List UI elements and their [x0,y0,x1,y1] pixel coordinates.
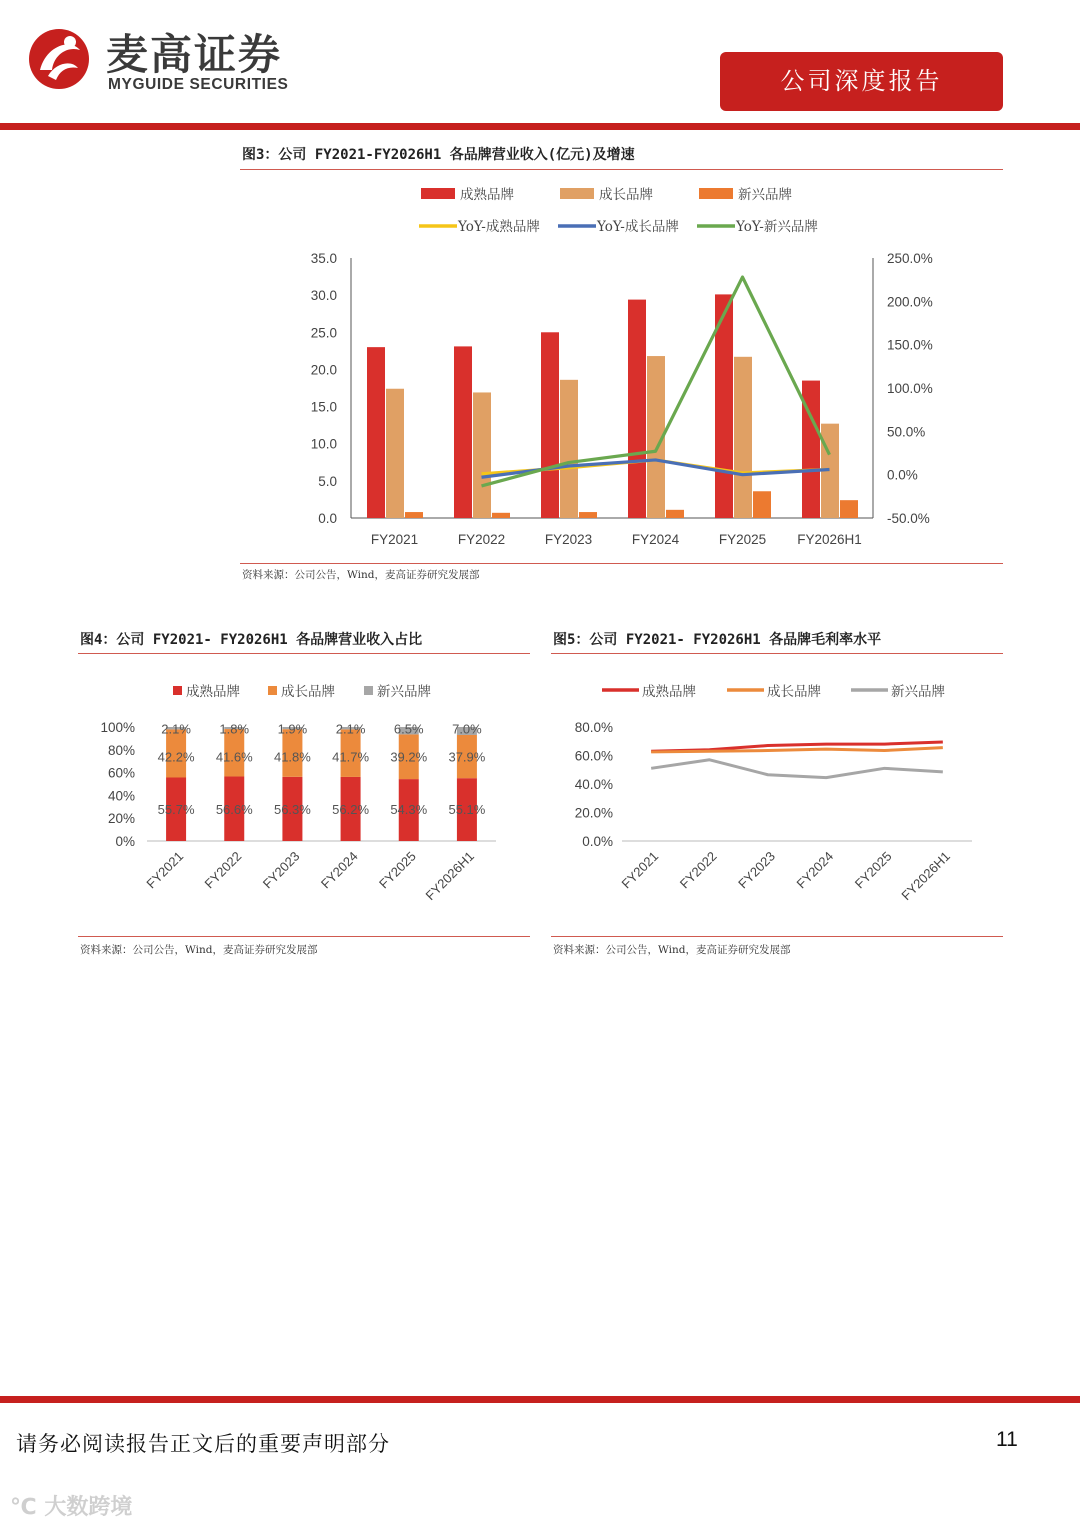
figure5-source: 资料来源：公司公告，Wind，麦高证券研究发展部 [553,944,791,956]
y-tick-label: 80% [107,742,135,758]
page-number: 11 [996,1428,1018,1451]
figure5-bottom-rule [551,936,1003,937]
y-right-tick-label: 250.0% [887,251,933,266]
figure3-title: 图3：公司 FY2021-FY2026H1 各品牌营业收入(亿元)及增速 [242,147,635,163]
y-tick-label: 0% [115,834,135,849]
figure4-title: 图4：公司 FY2021- FY2026H1 各品牌营业收入占比 [80,632,423,648]
footer-disclaimer: 请务必阅读报告正文后的重要声明部分 [16,1432,390,1456]
bar-emerging [405,512,423,518]
data-label: 41.7% [332,749,370,765]
x-tick-label: FY2026H1 [797,532,862,547]
data-label: 1.9% [277,721,308,737]
y-left-tick-label: 0.0 [318,511,337,526]
logo-swirl-icon [26,26,92,92]
bar-growth [560,380,578,518]
margin-line-emerging [651,760,943,778]
y-tick-label: 40% [107,788,135,804]
y-right-tick-label: 0.0% [887,467,918,483]
bar-growth [473,392,491,518]
data-label: 56.3% [273,802,311,818]
x-tick-label: FY2026H1 [422,848,478,904]
x-tick-label: FY2025 [376,848,419,892]
header-divider [0,123,1080,130]
figure5-title: 图5：公司 FY2021- FY2026H1 各品牌毛利率水平 [553,632,882,648]
bar-growth [734,357,752,518]
y-tick-label: 40.0% [574,777,613,792]
data-label: 2.1% [161,721,191,737]
y-tick-label: 20.0% [574,805,613,821]
y-left-tick-label: 25.0 [310,325,337,341]
data-label: 55.7% [157,802,195,818]
figure4-top-rule [78,653,530,654]
x-tick-label: FY2024 [317,848,361,892]
brand-name-cn: 麦高证券 [106,30,283,79]
x-tick-label: FY2024 [793,848,837,892]
data-label: 41.6% [215,749,253,765]
y-left-tick-label: 20.0 [310,362,337,378]
y-tick-label: 80.0% [574,720,613,735]
legend-label: 成长品牌 [599,187,653,203]
brand-name-en: MYGUIDE SECURITIES [108,76,289,93]
figure3-chart [240,172,1003,560]
legend-label: 成长品牌 [767,684,821,700]
data-label: 6.5% [393,721,424,737]
legend-swatch [364,686,373,695]
report-type-badge: 公司深度报告 [720,52,1003,111]
y-tick-label: 100% [100,720,135,735]
data-label: 41.8% [273,749,311,765]
watermark-icon: ℃ [10,1495,37,1520]
bar-mature [541,332,559,518]
x-tick-label: FY2022 [457,532,506,547]
bar-mature [454,346,472,518]
data-label: 56.2% [332,802,370,818]
figure4-source: 资料来源：公司公告，Wind，麦高证券研究发展部 [80,944,318,956]
legend-label: 成熟品牌 [460,187,514,203]
data-label: 54.3% [390,802,428,818]
y-left-tick-label: 15.0 [310,399,337,415]
x-tick-label: FY2023 [259,848,303,892]
x-tick-label: FY2023 [544,532,593,547]
x-tick-label: FY2021 [370,532,419,547]
watermark-text: 大数跨境 [44,1495,133,1520]
bar-mature [628,300,646,518]
figure4-chart [78,656,530,932]
bar-emerging [666,510,684,518]
footer-divider [0,1396,1080,1403]
data-label: 7.0% [452,721,482,737]
legend-label: 成熟品牌 [186,684,240,700]
y-right-tick-label: 50.0% [887,424,926,440]
y-tick-label: 0.0% [582,834,613,849]
y-left-tick-label: 35.0 [310,251,337,266]
x-tick-label: FY2026H1 [898,848,953,904]
bar-mature [367,347,385,518]
watermark-logo [10,1490,132,1521]
y-tick-label: 60.0% [574,748,613,764]
legend-label: 成熟品牌 [642,684,696,700]
bar-emerging [579,512,597,518]
figure5-top-rule [551,653,1003,654]
bar-emerging [840,500,858,518]
legend-swatch [699,188,733,199]
y-right-tick-label: -50.0% [887,511,930,526]
figure5-chart [551,656,1003,932]
bar-growth [386,389,404,518]
x-tick-label: FY2022 [201,848,245,892]
legend-label: 新兴品牌 [738,187,792,203]
data-label: 2.1% [335,721,366,737]
y-left-tick-label: 30.0 [310,288,337,304]
legend-label: 新兴品牌 [891,684,945,700]
data-label: 39.2% [390,749,428,765]
figure3-bottom-rule [240,563,1003,564]
y-tick-label: 20% [107,811,135,827]
legend-label: YoY-新兴品牌 [736,219,818,235]
y-right-tick-label: 100.0% [887,381,933,396]
x-tick-label: FY2025 [718,532,767,547]
y-tick-label: 60% [107,765,135,781]
legend-swatch [268,686,277,695]
legend-label: 成长品牌 [281,684,335,700]
x-tick-label: FY2021 [618,848,662,892]
legend-swatch [560,188,594,199]
figure4-bottom-rule [78,936,530,937]
data-label: 55.1% [448,802,486,818]
legend-label: YoY-成长品牌 [597,219,679,235]
figure3-source: 资料来源：公司公告，Wind，麦高证券研究发展部 [242,569,480,581]
x-tick-label: FY2024 [631,532,680,547]
data-label: 37.9% [448,749,486,765]
y-right-tick-label: 150.0% [887,337,933,353]
y-right-tick-label: 200.0% [887,294,933,310]
y-left-tick-label: 10.0 [310,436,337,452]
bar-emerging [753,491,771,518]
data-label: 56.6% [215,802,253,818]
legend-swatch [173,686,182,695]
x-tick-label: FY2025 [851,848,895,892]
x-tick-label: FY2022 [676,848,720,892]
figure3-top-rule [240,169,1003,170]
legend-swatch [421,188,455,199]
bar-emerging [492,513,510,518]
legend-label: YoY-成熟品牌 [458,219,540,235]
y-left-tick-label: 5.0 [318,473,337,489]
data-label: 42.2% [157,749,195,765]
x-tick-label: FY2023 [735,848,778,892]
legend-label: 新兴品牌 [377,684,431,700]
x-tick-label: FY2021 [143,848,187,892]
data-label: 1.8% [219,721,250,737]
